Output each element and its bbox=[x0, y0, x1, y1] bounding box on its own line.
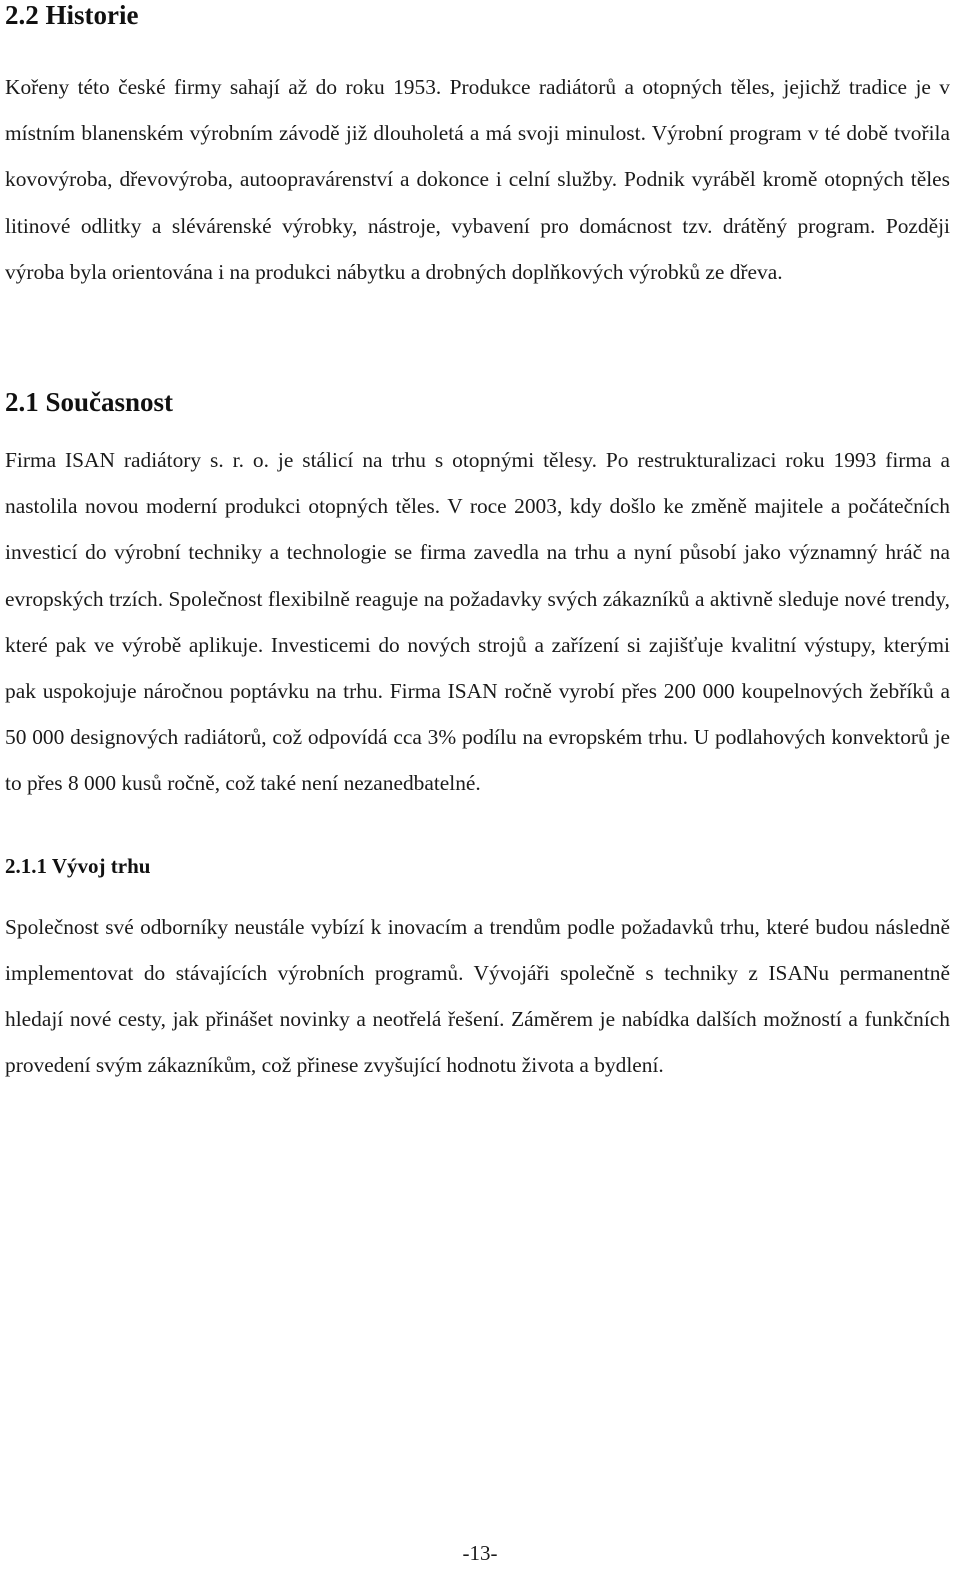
section-heading-historie: 2.2 Historie bbox=[5, 0, 139, 30]
section-heading-vyvoj-trhu: 2.1.1 Vývoj trhu bbox=[5, 853, 151, 878]
paragraph-soucasnost: Firma ISAN radiátory s. r. o. je stálicí na trhu s otopnými tělesy. Po restrukturalizaci roku 1993 firma a nastolila novou moderní produkci otopných těles. V roce 2003, kdy došlo ke změně majitele a počátečních investicí do výrobní techniky a technologie se firma zavedla na trhu a nyní působí jako významný hráč na evropských trzích. Společnost flexibilně reaguje na požadavky svých zákazníků a aktivně sleduje nové trendy, které pak ve výrobě aplikuje. Investicemi do nových strojů a zařízení si zajišťuje kvalitní výstupy, kterými pak uspokojuje náročnou poptávku na trhu. Firma ISAN ročně vyrobí přes 200 000 koupelnových žebříků a 50 000 designových radiátorů, což odpovídá cca 3% podílu na evropském trhu. U podlahových konvektorů je to přes 8 000 kusů ročně, což také není nezanedbatelné. bbox=[5, 448, 950, 796]
page-number: -13- bbox=[462, 1541, 498, 1565]
paragraph-historie: Kořeny této české firmy sahají až do roku 1953. Produkce radiátorů a otopných těles, jejichž tradice je v místním blanenském výrobním závodě již dlouholetá a má svoji minulost. Výrobní program v té době tvořila kovovýroba, dřevovýroba, autoopravárenství a dokonce i celní služby. Podnik vyráběl kromě otopných těles litinové odlitky a slévárenské výrobky, nástroje, vybavení pro domácnost tzv. drátěný program. Později výroba byla orientována i na produkci nábytku a drobných doplňkových výrobků ze dřeva. bbox=[5, 75, 950, 284]
document-page bbox=[5, 0, 950, 1088]
section-heading-soucasnost: 2.1 Současnost bbox=[5, 387, 174, 418]
paragraph-vyvoj-trhu: Společnost své odborníky neustále vybízí k inovacím a trendům podle požadavků trhu, které budou následně implementovat do stávajících výrobních programů. Vývojáři společně s techniky z ISANu permanentně hledají nové cesty, jak přinášet novinky a neotřelá řešení. Záměrem je nabídka dalších možností a funkčních provedení svým zákazníkům, což přinese zvyšující hodnotu života a bydlení. bbox=[5, 914, 950, 1078]
